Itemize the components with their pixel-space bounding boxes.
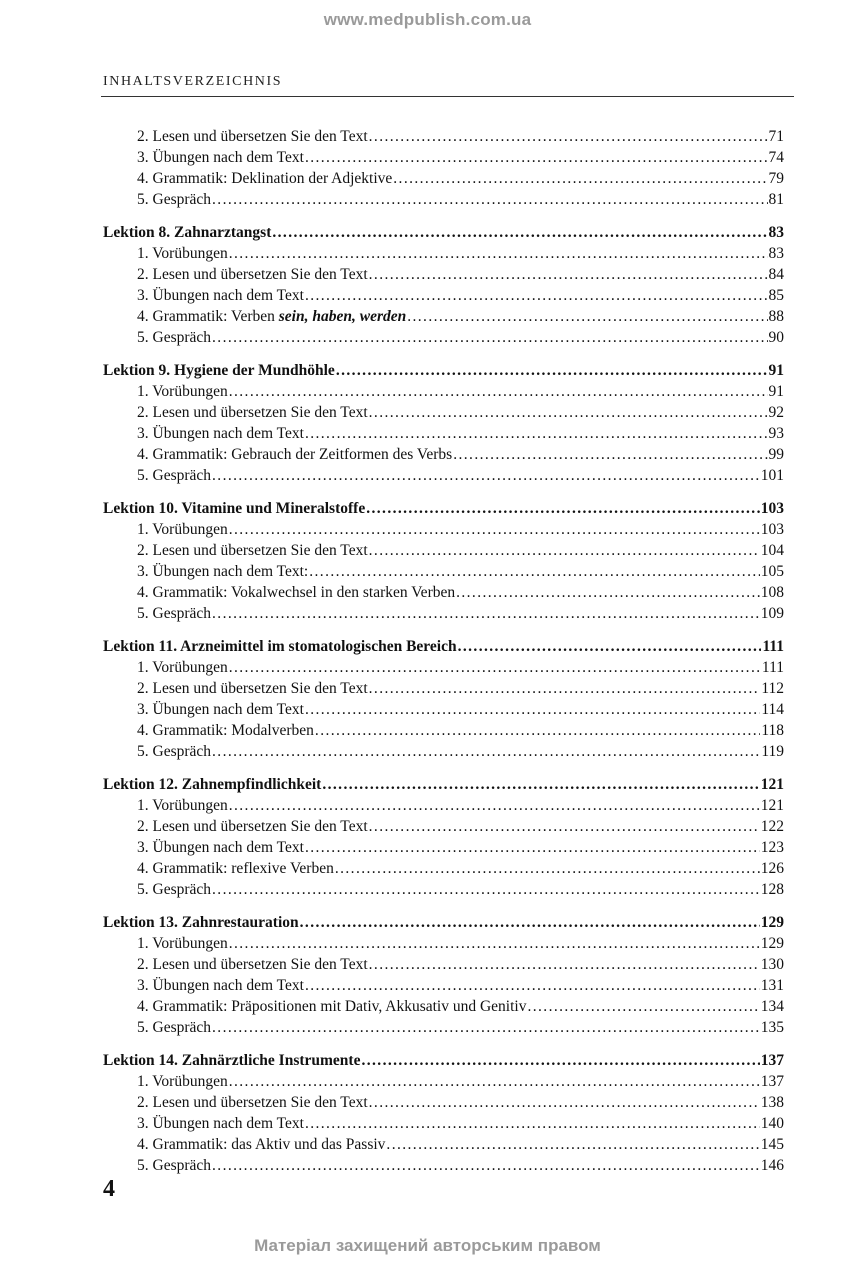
dot-leader [336, 360, 768, 381]
toc-lektion-heading [103, 774, 784, 795]
dot-leader [305, 147, 768, 168]
entry-page-number: 91 [768, 383, 784, 400]
toc-entry [103, 1113, 784, 1134]
dot-leader [369, 816, 760, 837]
entry-title-text: 3. Übungen nach dem Text [137, 425, 304, 442]
entry-title [137, 858, 334, 879]
entry-title [137, 126, 368, 147]
entry-title [137, 423, 304, 444]
entry-title-text: 5. Gespräch [137, 191, 212, 208]
entry-title [137, 603, 211, 624]
entry-title [137, 933, 228, 954]
toc-entry [103, 1092, 784, 1113]
entry-title-text: Lektion 12. Zahnempfindlichkeit [103, 776, 322, 793]
entry-title [137, 657, 228, 678]
entry-page-number: 140 [760, 1115, 784, 1132]
entry-title-text: 2. Lesen und übersetzen Sie den Text [137, 542, 368, 559]
dot-leader [369, 678, 761, 699]
entry-page-number: 129 [760, 914, 784, 931]
dot-leader [229, 243, 768, 264]
toc-entry [103, 720, 784, 741]
entry-page-number: 105 [760, 563, 784, 580]
entry-page-number: 137 [760, 1073, 784, 1090]
toc-section [103, 1050, 784, 1176]
dot-leader [369, 954, 760, 975]
entry-title-emphasis: sein, haben, werden [278, 308, 407, 325]
entry-page-number: 137 [760, 1052, 784, 1069]
entry-page-number: 91 [768, 362, 784, 379]
entry-page-number: 134 [760, 998, 784, 1015]
toc-entry [103, 519, 784, 540]
entry-title [137, 540, 368, 561]
entry-title [137, 168, 392, 189]
entry-title-text: Lektion 10. Vitamine und Mineralstoffe [103, 500, 366, 517]
entry-page-number: 114 [761, 701, 784, 718]
dot-leader [458, 636, 762, 657]
entry-title-text: 2. Lesen und übersetzen Sie den Text [137, 266, 368, 283]
entry-title [103, 1050, 360, 1071]
entry-page-number: 90 [768, 329, 784, 346]
entry-title-text: 3. Übungen nach dem Text: [137, 563, 309, 580]
entry-title [137, 1113, 304, 1134]
dot-leader [272, 222, 767, 243]
entry-title-text: 4. Grammatik: Präpositionen mit Dativ, Akkusativ und Genitiv [137, 998, 527, 1015]
dot-leader [369, 264, 768, 285]
entry-page-number: 126 [760, 860, 784, 877]
dot-leader [366, 498, 760, 519]
dot-leader [322, 774, 759, 795]
toc-entry [103, 879, 784, 900]
entry-title [137, 678, 368, 699]
toc-entry [103, 582, 784, 603]
entry-title-text: Lektion 13. Zahnrestauration [103, 914, 299, 931]
dot-leader [212, 189, 767, 210]
dot-leader [212, 465, 760, 486]
toc-lektion-heading [103, 912, 784, 933]
entry-page-number: 119 [761, 743, 784, 760]
entry-title [137, 189, 211, 210]
entry-page-number: 131 [760, 977, 784, 994]
entry-title [137, 561, 308, 582]
entry-title [137, 582, 455, 603]
dot-leader [361, 1050, 759, 1071]
toc-entry [103, 381, 784, 402]
entry-title-text: Lektion 11. Arzneimittel im stomatologischen Bereich [103, 638, 457, 655]
dot-leader [229, 933, 760, 954]
entry-title-text: 5. Gespräch [137, 467, 212, 484]
page-number: 4 [103, 1176, 115, 1202]
toc-entry [103, 657, 784, 678]
entry-page-number: 121 [760, 797, 784, 814]
entry-title [103, 360, 335, 381]
entry-page-number: 112 [761, 680, 784, 697]
entry-page-number: 103 [760, 521, 784, 538]
entry-page-number: 93 [768, 425, 784, 442]
entry-title [137, 519, 228, 540]
toc-entry [103, 465, 784, 486]
dot-leader [386, 1134, 759, 1155]
toc-entry [103, 1017, 784, 1038]
entry-title-text: 1. Vorübungen [137, 521, 228, 538]
entry-page-number: 103 [760, 500, 784, 517]
entry-title [137, 741, 211, 762]
entry-page-number: 109 [760, 605, 784, 622]
dot-leader [229, 1071, 760, 1092]
entry-page-number: 74 [768, 149, 784, 166]
entry-page-number: 83 [768, 224, 784, 241]
dot-leader [305, 975, 760, 996]
entry-title-text: Lektion 9. Hygiene der Mundhöhle [103, 362, 335, 379]
entry-title-text: 1. Vorübungen [137, 797, 228, 814]
entry-page-number: 121 [760, 776, 784, 793]
toc-lektion-heading [103, 360, 784, 381]
running-head: INHALTSVERZEICHNIS [103, 74, 283, 89]
entry-page-number: 84 [768, 266, 784, 283]
dot-leader [305, 837, 760, 858]
toc-entry [103, 306, 784, 327]
entry-page-number: 135 [760, 1019, 784, 1036]
toc-entry [103, 858, 784, 879]
entry-title [137, 1155, 211, 1176]
entry-title [137, 381, 228, 402]
dot-leader [407, 306, 767, 327]
entry-title-text: 2. Lesen und übersetzen Sie den Text [137, 680, 368, 697]
toc-entry [103, 168, 784, 189]
dot-leader [305, 1113, 760, 1134]
entry-page-number: 81 [768, 191, 784, 208]
dot-leader [212, 603, 760, 624]
toc-entry [103, 954, 784, 975]
entry-title [137, 879, 211, 900]
entry-title [103, 636, 457, 657]
entry-title-text: 2. Lesen und übersetzen Sie den Text [137, 1094, 368, 1111]
entry-title [137, 465, 211, 486]
toc-entry [103, 189, 784, 210]
entry-title [137, 147, 304, 168]
entry-title-text: 5. Gespräch [137, 605, 212, 622]
dot-leader [315, 720, 760, 741]
toc-entry [103, 402, 784, 423]
entry-title [137, 975, 304, 996]
entry-title-text: 1. Vorübungen [137, 383, 228, 400]
entry-title-text: 2. Lesen und übersetzen Sie den Text [137, 128, 368, 145]
entry-page-number: 79 [768, 170, 784, 187]
dot-leader [369, 1092, 760, 1113]
entry-title-text: 2. Lesen und übersetzen Sie den Text [137, 956, 368, 973]
entry-title-text: 3. Übungen nach dem Text [137, 287, 304, 304]
entry-page-number: 130 [760, 956, 784, 973]
toc-section [103, 912, 784, 1038]
entry-title [137, 699, 304, 720]
toc-entry [103, 1071, 784, 1092]
entry-page-number: 108 [760, 584, 784, 601]
dot-leader [305, 285, 768, 306]
dot-leader [212, 879, 760, 900]
entry-title-text: 1. Vorübungen [137, 935, 228, 952]
copyright-watermark: Матеріал захищений авторським правом [254, 1236, 601, 1255]
entry-title [137, 1134, 385, 1155]
dot-leader [212, 1155, 760, 1176]
entry-title-text: 1. Vorübungen [137, 245, 228, 262]
entry-title-text: 4. Grammatik: Modalverben [137, 722, 314, 739]
entry-title [137, 243, 228, 264]
entry-title [137, 996, 526, 1017]
toc-entry [103, 603, 784, 624]
entry-title [137, 720, 314, 741]
toc-lektion-heading [103, 498, 784, 519]
dot-leader [229, 381, 768, 402]
entry-page-number: 123 [760, 839, 784, 856]
toc-entry [103, 795, 784, 816]
toc-section [103, 126, 784, 210]
entry-page-number: 83 [768, 245, 784, 262]
entry-title [137, 837, 304, 858]
toc-entry [103, 741, 784, 762]
entry-title [103, 222, 271, 243]
toc-lektion-heading [103, 636, 784, 657]
entry-title-text: 3. Übungen nach dem Text [137, 839, 304, 856]
entry-title [137, 285, 304, 306]
entry-title-text: 3. Übungen nach dem Text [137, 1115, 304, 1132]
toc-entry [103, 561, 784, 582]
toc-entry [103, 147, 784, 168]
entry-title-text: 4. Grammatik: Vokalwechsel in den starken Verben [137, 584, 456, 601]
dot-leader [369, 540, 760, 561]
toc-entry [103, 975, 784, 996]
toc-entry [103, 327, 784, 348]
entry-title-text: 2. Lesen und übersetzen Sie den Text [137, 404, 368, 421]
toc-lektion-heading [103, 222, 784, 243]
entry-title [103, 498, 365, 519]
entry-page-number: 92 [768, 404, 784, 421]
dot-leader [229, 795, 760, 816]
entry-title-text: 4. Grammatik: Deklination der Adjektive [137, 170, 393, 187]
entry-title-text: 4. Grammatik: das Aktiv und das Passiv [137, 1136, 386, 1153]
entry-title-text: 1. Vorübungen [137, 659, 228, 676]
entry-title-text: 5. Gespräch [137, 1019, 212, 1036]
toc-entry [103, 816, 784, 837]
toc-entry [103, 264, 784, 285]
toc-entry [103, 699, 784, 720]
entry-title [137, 1071, 228, 1092]
entry-title-text: 3. Übungen nach dem Text [137, 701, 304, 718]
toc-lektion-heading [103, 1050, 784, 1071]
entry-page-number: 101 [760, 467, 784, 484]
dot-leader [456, 582, 760, 603]
entry-page-number: 145 [760, 1136, 784, 1153]
table-of-contents [103, 126, 784, 1188]
entry-title-text: 4. Grammatik: Gebrauch der Zeitformen des Verbs [137, 446, 453, 463]
toc-section [103, 636, 784, 762]
toc-entry [103, 678, 784, 699]
entry-page-number: 99 [768, 446, 784, 463]
watermark-url: www.medpublish.com.ua [323, 10, 532, 29]
entry-page-number: 118 [761, 722, 784, 739]
entry-title [137, 327, 211, 348]
entry-title-text: 5. Gespräch [137, 1157, 212, 1174]
dot-leader [309, 561, 760, 582]
entry-page-number: 111 [761, 659, 784, 676]
entry-title-text: Lektion 8. Zahnarztangst [103, 224, 272, 241]
entry-title [137, 306, 406, 327]
dot-leader [527, 996, 759, 1017]
entry-title-text: Lektion 14. Zahnärztliche Instrumente [103, 1052, 361, 1069]
entry-title [137, 1092, 368, 1113]
toc-entry [103, 1155, 784, 1176]
entry-title-text: 4. Grammatik: reflexive Verben [137, 860, 334, 877]
entry-page-number: 138 [760, 1094, 784, 1111]
entry-title [137, 264, 368, 285]
entry-page-number: 129 [760, 935, 784, 952]
dot-leader [300, 912, 760, 933]
entry-title [137, 444, 452, 465]
entry-page-number: 111 [762, 638, 784, 655]
entry-title-text: 5. Gespräch [137, 329, 212, 346]
entry-title-text: 3. Übungen nach dem Text [137, 977, 304, 994]
entry-title [103, 912, 299, 933]
entry-title-text: 4. Grammatik: Verben [137, 308, 275, 325]
dot-leader [369, 402, 768, 423]
toc-section [103, 360, 784, 486]
toc-entry [103, 126, 784, 147]
entry-title-text: 3. Übungen nach dem Text [137, 149, 304, 166]
entry-title-text: 5. Gespräch [137, 743, 212, 760]
toc-entry [103, 996, 784, 1017]
toc-section [103, 498, 784, 624]
toc-entry [103, 933, 784, 954]
dot-leader [453, 444, 767, 465]
entry-page-number: 146 [760, 1157, 784, 1174]
entry-page-number: 128 [760, 881, 784, 898]
toc-entry [103, 540, 784, 561]
entry-page-number: 88 [768, 308, 784, 325]
dot-leader [212, 741, 760, 762]
dot-leader [305, 699, 760, 720]
dot-leader [369, 126, 768, 147]
entry-page-number: 85 [768, 287, 784, 304]
dot-leader [212, 327, 767, 348]
toc-entry [103, 285, 784, 306]
entry-title-text: 1. Vorübungen [137, 1073, 228, 1090]
entry-title [137, 795, 228, 816]
toc-entry [103, 837, 784, 858]
toc-entry [103, 444, 784, 465]
toc-entry [103, 1134, 784, 1155]
dot-leader [229, 657, 761, 678]
entry-title [137, 402, 368, 423]
toc-entry [103, 423, 784, 444]
entry-title [137, 1017, 211, 1038]
entry-title [103, 774, 321, 795]
entry-title [137, 816, 368, 837]
toc-entry [103, 243, 784, 264]
entry-page-number: 71 [768, 128, 784, 145]
entry-page-number: 122 [760, 818, 784, 835]
entry-title-text: 5. Gespräch [137, 881, 212, 898]
dot-leader [305, 423, 768, 444]
toc-section [103, 774, 784, 900]
dot-leader [212, 1017, 760, 1038]
dot-leader [393, 168, 767, 189]
dot-leader [229, 519, 760, 540]
dot-leader [335, 858, 760, 879]
entry-page-number: 104 [760, 542, 784, 559]
toc-section [103, 222, 784, 348]
header-divider [101, 96, 794, 97]
entry-title-text: 2. Lesen und übersetzen Sie den Text [137, 818, 368, 835]
entry-title [137, 954, 368, 975]
